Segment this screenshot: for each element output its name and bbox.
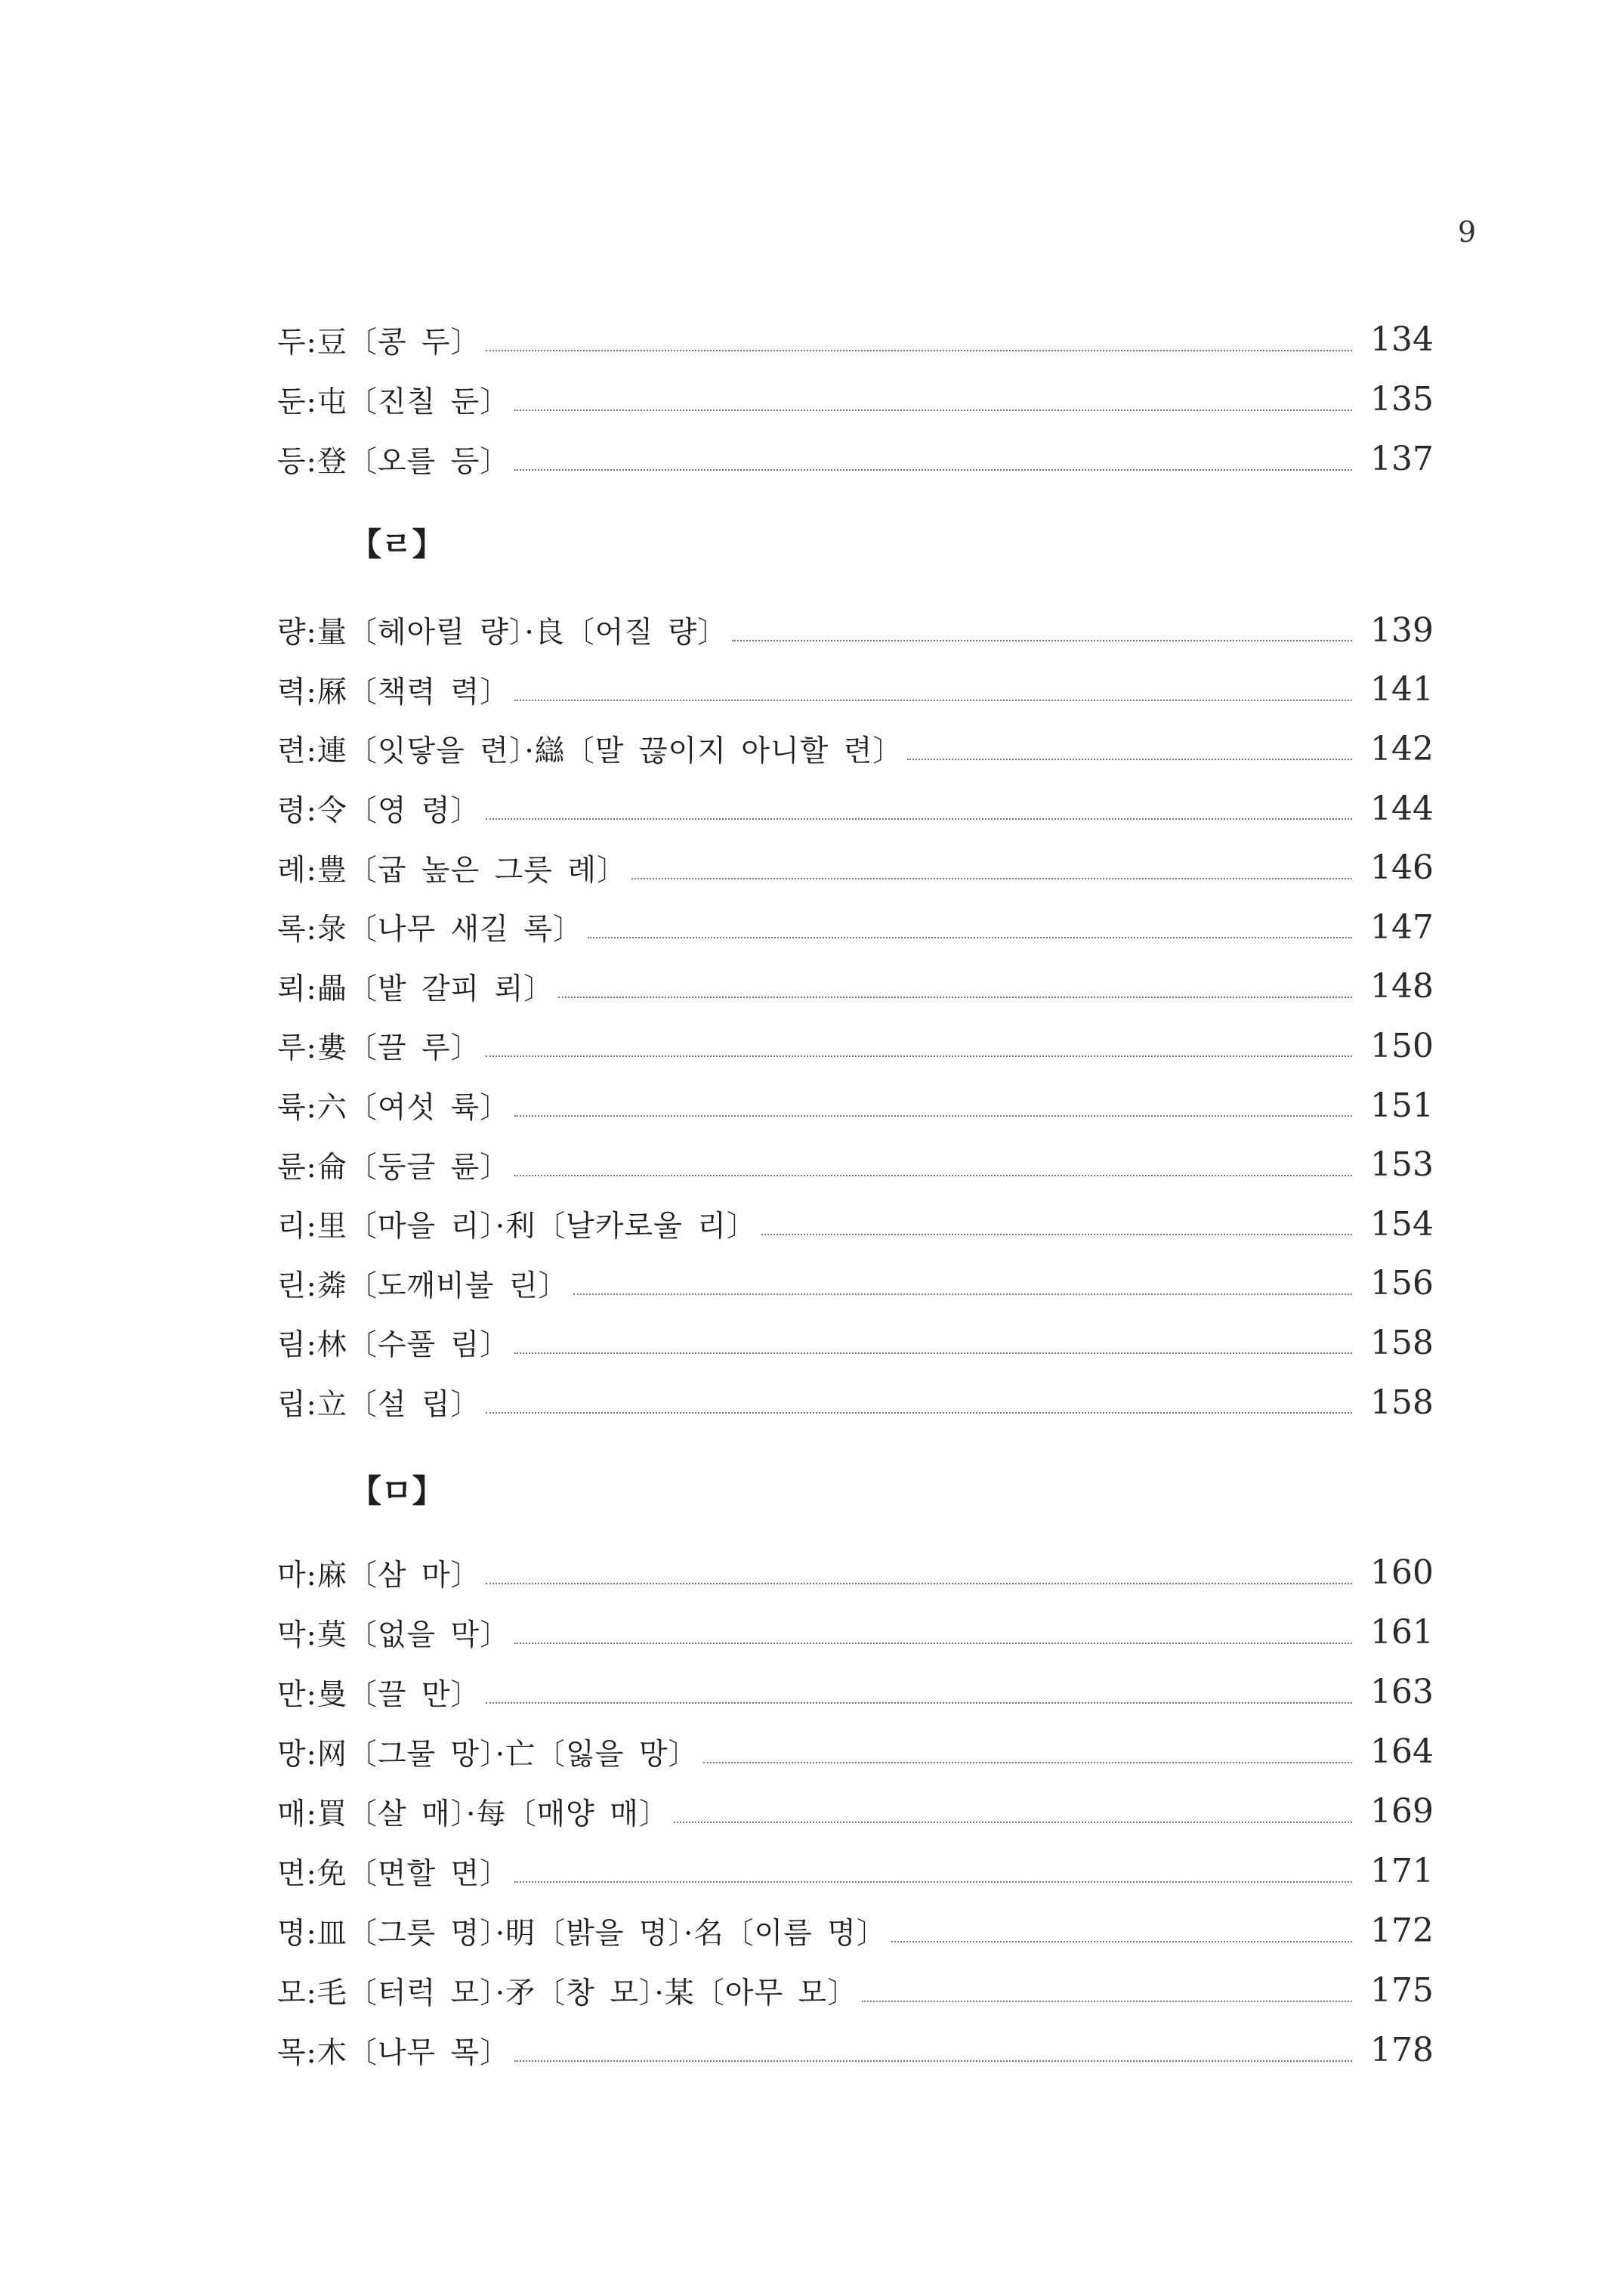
dot-leader (486, 1055, 1352, 1057)
toc-entry-label: 리:里〔마을 리〕·利〔날카로울 리〕 (277, 1210, 757, 1244)
toc-entry (277, 898, 1434, 957)
toc-entry-page: 137 (1370, 440, 1434, 478)
section-header-mieum: 【ㅁ】 (350, 1473, 444, 1510)
toc-entry (277, 779, 1434, 839)
toc-entry-page: 154 (1370, 1204, 1434, 1244)
toc-entry-label: 목:木〔나무 목〕 (277, 2035, 511, 2070)
toc-entry-label: 림:林〔수풀 림〕 (277, 1328, 511, 1363)
toc-entry (277, 1076, 1434, 1136)
toc-entry-label: 린:粦〔도깨비불 린〕 (277, 1269, 569, 1303)
toc-entry-page: 134 (1370, 320, 1434, 359)
toc-entry-label: 련:連〔잇닿을 련〕·䜌〔말 끊이지 아니할 련〕 (277, 734, 903, 769)
dot-leader (486, 1583, 1352, 1584)
toc-entry-label: 둔:屯〔진칠 둔〕 (277, 385, 511, 419)
toc-entry (277, 1373, 1434, 1432)
dot-leader (514, 1642, 1352, 1644)
dot-leader (761, 1234, 1352, 1235)
toc-entry-page: 150 (1370, 1026, 1434, 1065)
toc-entry (277, 1135, 1434, 1194)
toc-entry (277, 1313, 1434, 1373)
toc-entry (277, 1662, 1434, 1722)
dot-leader (486, 350, 1352, 351)
toc-entry-page: 139 (1370, 610, 1434, 650)
dot-leader (862, 2001, 1352, 2002)
toc-entry-page: 147 (1370, 907, 1434, 947)
dot-leader (674, 1822, 1352, 1823)
toc-entry-label: 명:皿〔그릇 명〕·明〔밝을 명〕·名〔이름 명〕 (277, 1916, 887, 1951)
toc-entry-label: 등:登〔오를 등〕 (277, 444, 511, 479)
toc-section-rieul (277, 601, 1434, 1432)
dot-leader (514, 1175, 1352, 1176)
toc-entry-label: 륙:六〔여섯 륙〕 (277, 1091, 511, 1126)
toc-entry-page: 156 (1370, 1264, 1434, 1303)
toc-entry-label: 모:毛〔터럭 모〕·矛〔창 모〕·某〔아무 모〕 (277, 1976, 858, 2010)
toc-entry-label: 두:豆〔콩 두〕 (277, 325, 481, 360)
toc-entry (277, 719, 1434, 779)
toc-entry-label: 망:网〔그물 망〕·亡〔잃을 망〕 (277, 1737, 699, 1772)
toc-entry-page: 144 (1370, 789, 1434, 828)
dot-leader (486, 1412, 1352, 1414)
toc-entry-page: 160 (1370, 1553, 1434, 1592)
dot-leader (514, 469, 1352, 471)
toc-entry-page: 141 (1370, 670, 1434, 709)
toc-entry-page: 172 (1370, 1911, 1434, 1950)
toc-entry-label: 량:量〔헤아릴 량〕·良〔어질 량〕 (277, 616, 728, 651)
toc-entry (277, 601, 1434, 660)
toc-entry-label: 력:厤〔책력 력〕 (277, 675, 511, 709)
toc-entry (277, 1194, 1434, 1254)
toc-entry-label: 만:曼〔끌 만〕 (277, 1677, 481, 1712)
dot-leader (514, 1115, 1352, 1117)
toc-entry (277, 369, 1434, 429)
toc-entry-page: 163 (1370, 1673, 1434, 1711)
dot-leader (907, 759, 1352, 760)
dot-leader (703, 1762, 1352, 1763)
toc-entry (277, 1961, 1434, 2020)
toc-entry-page: 151 (1370, 1086, 1434, 1125)
toc-entry-label: 뢰:畾〔밭 갈피 뢰〕 (277, 972, 554, 1006)
page-number: 9 (1458, 215, 1477, 249)
toc-entry (277, 310, 1434, 369)
toc-section-mieum (277, 1543, 1434, 2080)
dot-leader (486, 1702, 1352, 1704)
toc-entry (277, 1901, 1434, 1961)
toc-section-continued (277, 310, 1434, 489)
dot-leader (588, 937, 1352, 938)
toc-entry-page: 135 (1370, 380, 1434, 419)
toc-entry-page: 158 (1370, 1323, 1434, 1362)
dot-leader (514, 1352, 1352, 1354)
dot-leader (486, 818, 1352, 820)
toc-entry-label: 립:立〔설 립〕 (277, 1388, 481, 1423)
toc-entry-label: 막:莫〔없을 막〕 (277, 1618, 511, 1652)
dot-leader (514, 700, 1352, 701)
toc-entry (277, 660, 1434, 720)
dot-leader (514, 1881, 1352, 1883)
toc-entry (277, 2020, 1434, 2080)
dot-leader (631, 878, 1352, 879)
toc-entry-label: 령:令〔영 령〕 (277, 794, 481, 829)
toc-entry-page: 142 (1370, 729, 1434, 768)
toc-entry-page: 158 (1370, 1383, 1434, 1422)
dot-leader (573, 1293, 1352, 1295)
toc-entry-page: 175 (1370, 1971, 1434, 2010)
toc-entry-page: 171 (1370, 1852, 1434, 1890)
dot-leader (732, 640, 1352, 641)
toc-entry-page: 153 (1370, 1145, 1434, 1185)
toc-entry-label: 륜:侖〔둥글 륜〕 (277, 1150, 511, 1185)
toc-entry (277, 838, 1434, 898)
toc-entry-label: 마:麻〔삼 마〕 (277, 1558, 481, 1593)
toc-entry-page: 146 (1370, 848, 1434, 888)
toc-entry (277, 1254, 1434, 1314)
toc-entry-page: 169 (1370, 1792, 1434, 1831)
section-header-rieul: 【ㄹ】 (350, 526, 444, 563)
dot-leader (514, 409, 1352, 411)
toc-entry-page: 164 (1370, 1732, 1434, 1771)
dot-leader (891, 1941, 1352, 1942)
toc-entry (277, 957, 1434, 1017)
toc-entry-label: 면:免〔면할 면〕 (277, 1856, 511, 1891)
toc-entry-label: 루:婁〔끌 루〕 (277, 1031, 481, 1066)
dot-leader (558, 997, 1352, 998)
toc-entry (277, 1841, 1434, 1901)
toc-entry-page: 161 (1370, 1613, 1434, 1652)
toc-entry (277, 1016, 1434, 1076)
toc-entry-page: 178 (1370, 2031, 1434, 2069)
toc-entry-label: 록:彔〔나무 새길 록〕 (277, 913, 583, 947)
toc-entry (277, 1543, 1434, 1602)
toc-entry-page: 148 (1370, 967, 1434, 1006)
toc-entry (277, 1782, 1434, 1841)
toc-entry (277, 429, 1434, 489)
toc-entry (277, 1722, 1434, 1782)
toc-entry (277, 1602, 1434, 1662)
toc-entry-label: 례:豊〔굽 높은 그릇 례〕 (277, 853, 628, 888)
toc-entry-label: 매:買〔살 매〕·每〔매양 매〕 (277, 1797, 669, 1831)
dot-leader (514, 2060, 1352, 2062)
